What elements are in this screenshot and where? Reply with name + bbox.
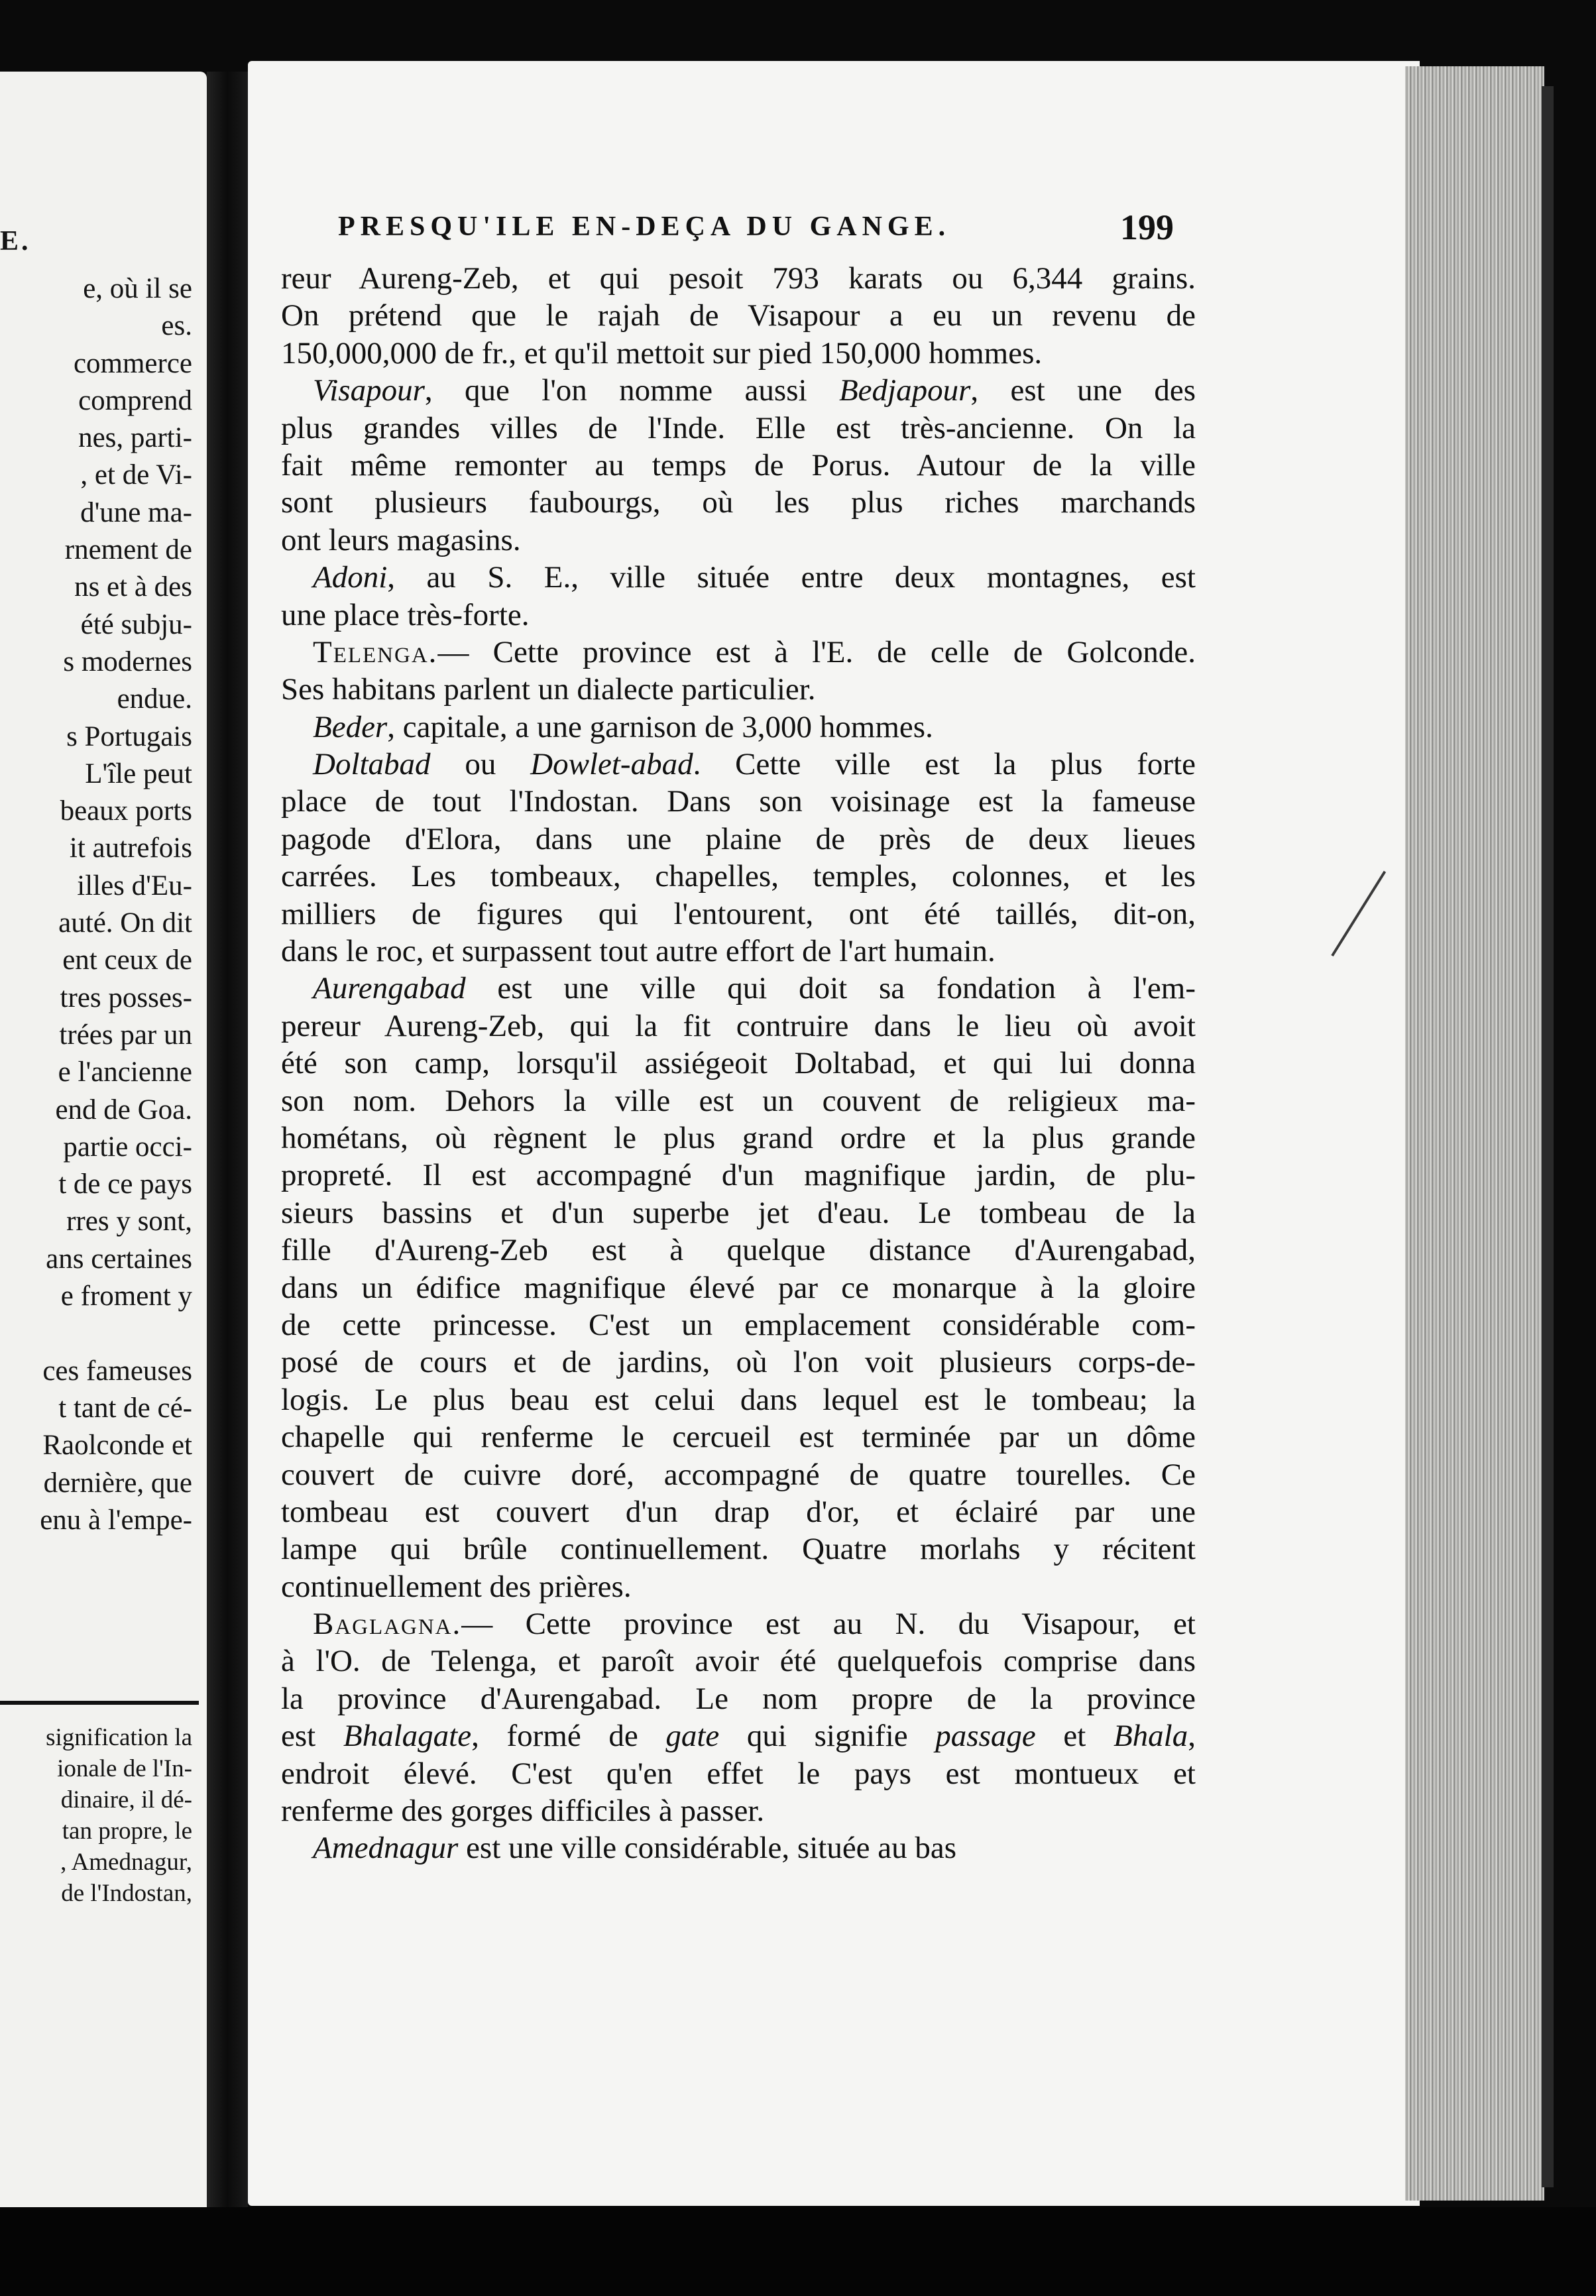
text-run: couvert de cuivre doré, accompagné de quatre tourelles. Ce [281, 1457, 1196, 1492]
left-footnote-line: signification la [46, 1724, 192, 1751]
text-run: , formé de [471, 1719, 666, 1754]
text-line [281, 260, 1196, 297]
left-footnote-line: tan propre, le [62, 1817, 192, 1845]
text-line [281, 447, 1196, 484]
text-run: carrées. Les tombeaux, chapelles, temples, colonnes, et les [281, 859, 1196, 894]
left-text-line: e l'ancienne [58, 1057, 192, 1088]
text-run: une place très-forte. [281, 597, 530, 632]
text-run: propreté. Il est accompagné d'un magnifique jardin, de plu- [281, 1158, 1196, 1193]
text-run: , est une des [970, 373, 1196, 408]
text-line [281, 522, 1196, 559]
page-edges [1405, 66, 1544, 2201]
text-line [281, 1605, 1196, 1642]
text-run: , [1188, 1719, 1196, 1754]
left-text-line: end de Goa. [55, 1094, 192, 1125]
text-run: la province d'Aurengabad. Le nom propre de la province [281, 1681, 1196, 1716]
italic-term: Doltabad [313, 747, 431, 782]
italic-term: Dowlet-abad [530, 747, 693, 782]
text-run: dans un édifice magnifique élevé par ce monarque à la gloire [281, 1270, 1196, 1305]
section-heading: Telenga. [313, 634, 438, 669]
left-text-line: beaux ports [60, 795, 192, 827]
text-run: On prétend que le rajah de Visapour a eu un revenu de [281, 298, 1196, 333]
text-run: logis. Le plus beau est celui dans lequel est le tombeau; la [281, 1382, 1196, 1417]
text-run: dans le roc, et surpassent tout autre effort de l'art humain. [281, 934, 996, 969]
left-footnote-line: dinaire, il dé- [60, 1786, 192, 1813]
text-line [281, 1829, 1196, 1866]
text-line [281, 1082, 1196, 1119]
scan-bottom-shadow [0, 2207, 1596, 2296]
text-run: est [281, 1719, 343, 1754]
text-line [281, 1194, 1196, 1232]
italic-term: Visapour [313, 373, 425, 408]
text-run: est une ville qui doit sa fondation à l'em- [465, 971, 1196, 1006]
left-text-line: comprend [78, 384, 192, 416]
left-text-line: , et de Vi- [80, 459, 192, 491]
left-text-line: ces fameuses [42, 1355, 192, 1387]
text-line [281, 746, 1196, 783]
text-run: . Cette ville est la plus forte [693, 747, 1196, 782]
text-run: qui signifie [719, 1719, 936, 1754]
italic-term: Amednagur [313, 1831, 459, 1866]
left-text-line: trées par un [59, 1019, 192, 1051]
left-page-text [0, 226, 199, 1539]
text-line [281, 709, 1196, 746]
text-line [281, 1456, 1196, 1493]
text-run: et [1035, 1719, 1113, 1754]
text-run: Ses habitans parlent un dialecte particulier. [281, 672, 816, 707]
text-run: , au S. E., ville située entre deux montagnes, est [387, 560, 1196, 595]
text-run: lampe qui brûle continuellement. Quatre morlahs y récitent [281, 1532, 1196, 1567]
text-line [281, 1344, 1196, 1381]
page-number: 199 [1120, 207, 1174, 247]
italic-term: gate [665, 1719, 720, 1754]
left-footnote-line: ionale de l'In- [57, 1755, 192, 1782]
text-run: ou [430, 747, 531, 782]
left-text-line [0, 1315, 199, 1352]
left-running-head-fragment: E. [0, 226, 31, 257]
text-run: chapelle qui renferme le cercueil est terminée par un dôme [281, 1420, 1196, 1455]
binding-edge [1542, 86, 1554, 2187]
text-line [281, 821, 1196, 858]
text-line [281, 1755, 1196, 1792]
text-line [281, 1418, 1196, 1456]
left-text-line: été subju- [80, 608, 192, 640]
left-page-footnotes [0, 1722, 199, 1909]
left-text-line: t tant de cé- [58, 1392, 192, 1424]
left-text-line: it autrefois [69, 832, 192, 864]
text-line [281, 933, 1196, 970]
italic-term: Aurengabad [313, 971, 466, 1006]
text-line [281, 634, 1196, 671]
left-text-line: illes d'Eu- [77, 870, 192, 901]
text-run: son nom. Dehors la ville est un couvent de religieux ma- [281, 1083, 1196, 1118]
text-run: renferme des gorges difficiles à passer. [281, 1794, 765, 1829]
left-text-line: e, où il se [83, 273, 192, 304]
text-line [281, 1306, 1196, 1344]
text-run: , que l'on nomme aussi [424, 373, 839, 408]
left-text-line: e froment y [60, 1281, 192, 1312]
text-line [281, 671, 1196, 708]
left-text-line: rnement de [64, 534, 192, 566]
left-page [0, 72, 207, 2214]
text-line [281, 559, 1196, 596]
left-text-line: t de ce pays [58, 1169, 192, 1200]
left-text-line: s modernes [63, 646, 192, 677]
text-line [281, 1157, 1196, 1194]
footnote-rule [0, 1701, 199, 1705]
text-line [281, 1381, 1196, 1418]
text-run: endroit élevé. C'est qu'en effet le pays est montueux et [281, 1756, 1196, 1791]
text-run: sont plusieurs faubourgs, où les plus riches marchands [281, 485, 1196, 520]
left-text-line: rres y sont, [66, 1206, 192, 1237]
text-line [281, 1269, 1196, 1306]
left-text-line: tres posses- [60, 982, 192, 1013]
text-line [281, 335, 1196, 372]
text-run: pereur Aureng-Zeb, qui la fit contruire dans le lieu où avoit [281, 1008, 1196, 1043]
left-text-line: s Portugais [66, 720, 192, 752]
text-line [281, 970, 1196, 1007]
text-run: milliers de figures qui l'entourent, ont été taillés, dit-on, [281, 896, 1196, 931]
text-run: été son camp, lorsqu'il assiégeoit Doltabad, et qui lui donna [281, 1046, 1196, 1081]
text-line [281, 410, 1196, 447]
text-run: à l'O. de Telenga, et paroît avoir été quelquefois comprise dans [281, 1644, 1196, 1679]
running-head: PRESQU'ILE EN-DEÇA DU GANGE. [338, 211, 951, 242]
text-run: fait même remonter au temps de Porus. Autour de la ville [281, 447, 1196, 483]
left-text-line: L'île peut [85, 758, 192, 789]
text-line [281, 1530, 1196, 1568]
italic-term: Bedjapour [838, 373, 971, 408]
text-line [281, 858, 1196, 895]
left-text-line: auté. On dit [58, 907, 192, 939]
left-text-line: enu à l'empe- [40, 1504, 192, 1536]
book-gutter [207, 72, 248, 2219]
left-text-line: endue. [117, 683, 192, 715]
text-run: hométans, où règnent le plus grand ordre et la plus grande [281, 1120, 1196, 1155]
text-run: , capitale, a une garnison de 3,000 hommes. [387, 709, 933, 744]
text-line [281, 1232, 1196, 1269]
text-run: sieurs bassins et d'un superbe jet d'eau. Le tombeau de la [281, 1195, 1196, 1230]
text-run: — Cette province est à l'E. de celle de Golconde. [437, 634, 1196, 669]
left-text-line: nes, parti- [78, 422, 192, 454]
left-text-line: commerce [73, 347, 192, 379]
text-line [281, 1680, 1196, 1717]
text-run: reur Aureng-Zeb, et qui pesoit 793 karats ou 6,344 grains. [281, 261, 1196, 296]
text-line [281, 1493, 1196, 1530]
italic-term: Adoni [313, 560, 388, 595]
text-run: 150,000,000 de fr., et qu'il mettoit sur pied 150,000 hommes. [281, 335, 1043, 371]
text-run: continuellement des prières. [281, 1569, 632, 1604]
text-line [281, 1642, 1196, 1680]
left-text-line: ns et à des [74, 571, 192, 603]
text-line [281, 1717, 1196, 1754]
text-run: plus grandes villes de l'Inde. Elle est très-ancienne. On la [281, 410, 1196, 445]
left-text-line: dernière, que [43, 1467, 192, 1499]
text-run: place de tout l'Indostan. Dans son voisinage est la fameuse [281, 784, 1196, 819]
italic-term: Bhala [1113, 1719, 1188, 1754]
left-text-line: ent ceux de [62, 945, 192, 976]
text-line [281, 1119, 1196, 1157]
text-line [281, 1568, 1196, 1605]
text-run: — Cette province est au N. du Visapour, et [461, 1607, 1196, 1642]
body-text [281, 260, 1196, 1867]
text-run: pagode d'Elora, dans une plaine de près de deux lieues [281, 821, 1196, 856]
left-text-line: d'une ma- [80, 496, 192, 528]
left-footnote-line: de l'Indostan, [61, 1880, 192, 1907]
text-line [281, 1007, 1196, 1045]
left-text-line: es. [161, 310, 192, 342]
text-line [281, 1792, 1196, 1829]
text-line [281, 597, 1196, 634]
italic-term: Beder [313, 709, 388, 744]
text-line [281, 297, 1196, 334]
section-heading: Baglagna. [313, 1607, 462, 1642]
left-text-line: partie occi- [63, 1131, 192, 1163]
italic-term: Bhalagate [343, 1719, 472, 1754]
text-line [281, 1045, 1196, 1082]
text-run: est une ville considérable, située au bas [458, 1831, 957, 1866]
text-line [281, 372, 1196, 409]
text-run: posé de cours et de jardins, où l'on voit plusieurs corps-de- [281, 1345, 1196, 1380]
left-text-line: ans certaines [46, 1243, 192, 1275]
text-line [281, 484, 1196, 521]
left-text-line: Raolconde et [42, 1430, 192, 1462]
text-run: de cette princesse. C'est un emplacement considérable com- [281, 1307, 1196, 1342]
text-run: tombeau est couvert d'un drap d'or, et éclairé par une [281, 1494, 1196, 1529]
italic-term: passage [935, 1719, 1036, 1754]
left-footnote-line: , Amednagur, [60, 1849, 192, 1876]
text-run: ont leurs magasins. [281, 522, 521, 557]
text-line [281, 783, 1196, 820]
text-line [281, 895, 1196, 933]
text-run: fille d'Aureng-Zeb est à quelque distance d'Aurengabad, [281, 1233, 1196, 1268]
